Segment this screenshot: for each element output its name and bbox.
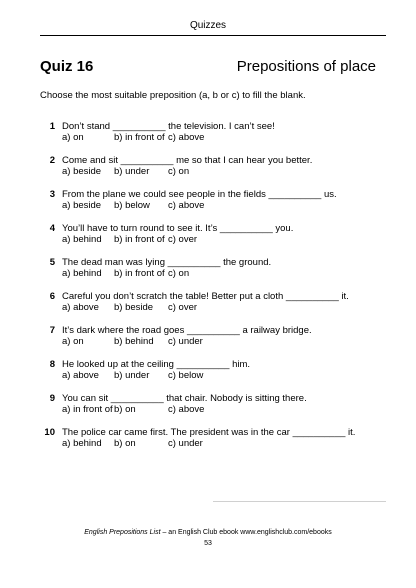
option-c: c) below — [168, 370, 204, 381]
question-3 — [40, 189, 386, 223]
question-text: He looked up at the ceiling __________ him. — [62, 359, 251, 370]
question-6 — [40, 291, 386, 325]
option-b: b) in front of — [114, 234, 165, 245]
option-b: b) below — [114, 200, 150, 211]
question-text: From the plane we could see people in the fields __________ us. — [62, 189, 337, 200]
option-c: c) above — [168, 404, 205, 415]
question-text: It’s dark where the road goes __________ a railway bridge. — [62, 325, 312, 336]
question-number: 9 — [49, 393, 55, 404]
option-b: b) under — [114, 370, 150, 381]
option-b: b) in front of — [114, 132, 165, 143]
option-b: b) in front of — [114, 268, 165, 279]
question-text: Come and sit __________ me so that I can hear you better. — [62, 155, 313, 166]
question-10 — [40, 427, 386, 461]
option-a: a) behind — [62, 438, 102, 449]
question-4 — [40, 223, 386, 257]
option-c: c) over — [168, 234, 198, 245]
option-a: a) on — [62, 132, 84, 143]
question-number: 10 — [44, 427, 55, 438]
quiz-instructions: Choose the most suitable preposition (a, b or c) to fill the blank. — [40, 90, 306, 101]
option-a: a) in front of — [62, 404, 113, 415]
question-1 — [40, 121, 386, 155]
option-a: a) beside — [62, 200, 102, 211]
quiz-number: Quiz 16 — [40, 58, 94, 75]
option-c: c) under — [168, 336, 203, 347]
question-8 — [40, 359, 386, 393]
option-b: b) on — [114, 438, 136, 449]
footer-credit — [0, 529, 416, 536]
question-number: 7 — [49, 325, 55, 336]
quiz-title: Prepositions of place — [236, 58, 376, 75]
page-number: 53 — [204, 540, 212, 547]
option-c: c) on — [168, 166, 190, 177]
footer-divider — [213, 501, 386, 502]
option-b: b) behind — [114, 336, 154, 347]
option-c: c) on — [168, 268, 190, 279]
question-number: 1 — [49, 121, 55, 132]
option-a: a) above — [62, 302, 99, 313]
option-c: c) under — [168, 438, 203, 449]
option-b: b) on — [114, 404, 136, 415]
header-divider — [40, 35, 386, 36]
question-list — [40, 121, 386, 461]
question-5 — [40, 257, 386, 291]
question-7 — [40, 325, 386, 359]
option-c: c) above — [168, 200, 205, 211]
question-text: You can sit __________ that chair. Nobody is sitting there. — [62, 393, 307, 404]
ebook-title: English Prepositions List — [84, 529, 161, 536]
question-text: Don’t stand __________ the television. I can’t see! — [62, 121, 275, 132]
option-a: a) behind — [62, 234, 102, 245]
option-a: a) on — [62, 336, 84, 347]
option-a: a) behind — [62, 268, 102, 279]
question-9 — [40, 393, 386, 427]
option-b: b) under — [114, 166, 150, 177]
ebook-credit: – an English Club ebook www.englishclub.com/ebooks — [160, 529, 332, 536]
question-number: 8 — [49, 359, 55, 370]
question-2 — [40, 155, 386, 189]
option-c: c) above — [168, 132, 205, 143]
option-b: b) beside — [114, 302, 154, 313]
question-number: 2 — [49, 155, 55, 166]
question-text: The dead man was lying __________ the ground. — [62, 257, 272, 268]
question-text: Careful you don’t scratch the table! Better put a cloth __________ it. — [62, 291, 349, 302]
option-a: a) above — [62, 370, 99, 381]
question-number: 3 — [49, 189, 55, 200]
question-number: 6 — [49, 291, 55, 302]
question-number: 5 — [49, 257, 55, 268]
option-c: c) over — [168, 302, 198, 313]
question-number: 4 — [49, 223, 55, 234]
question-text: The police car came first. The president was in the car __________ it. — [62, 427, 356, 438]
question-text: You’ll have to turn round to see it. It’s __________ you. — [62, 223, 294, 234]
option-a: a) beside — [62, 166, 102, 177]
page-header-title: Quizzes — [189, 20, 227, 31]
